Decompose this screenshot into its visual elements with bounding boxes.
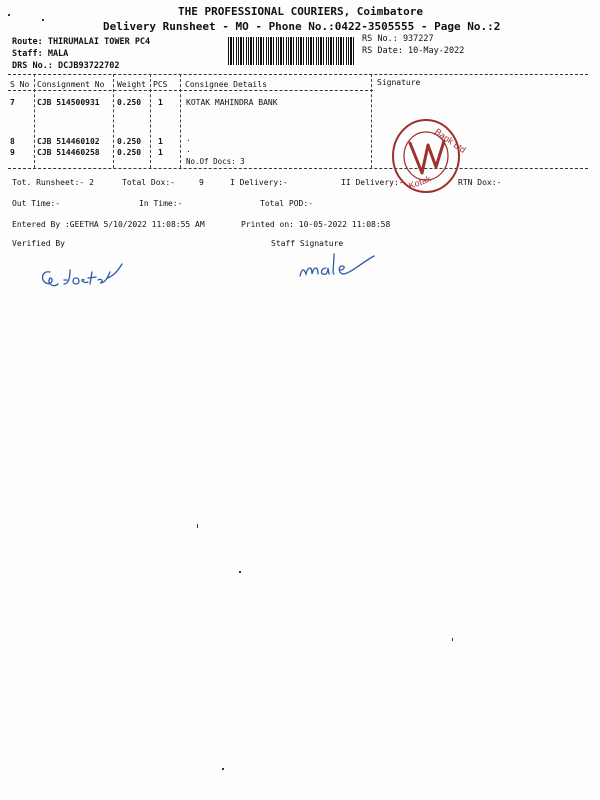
- col-header-weight: Weight: [117, 80, 146, 89]
- col-divider: [371, 74, 372, 168]
- scan-speck: [8, 14, 10, 16]
- rs-date: RS Date: 10-May-2022: [362, 46, 465, 56]
- col-header-pcs: PCS: [153, 80, 168, 89]
- printed-on: Printed on: 10-05-2022 11:08:58: [241, 220, 391, 229]
- row-weight: 0.250: [117, 98, 142, 107]
- scan-speck: [239, 571, 241, 573]
- row-sno: 9: [10, 148, 15, 157]
- row-weight: 0.250: [117, 148, 142, 157]
- out-time-label: Out Time:-: [12, 199, 61, 208]
- row-sno: 8: [10, 137, 15, 146]
- staff-signature: [296, 246, 380, 282]
- col-header-consignment: Consignment No: [37, 80, 105, 89]
- staff-signature-label: Staff Signature: [271, 239, 344, 248]
- row-consignee: .: [186, 145, 191, 154]
- row-consignment: CJB 514500931: [37, 98, 100, 107]
- row-consignment: CJB 514460102: [37, 137, 100, 146]
- scan-speck: [452, 638, 453, 641]
- row-consignment: CJB 514460258: [37, 148, 100, 157]
- col-divider: [113, 74, 114, 168]
- row-consignee: .: [186, 134, 191, 143]
- scan-speck: [42, 19, 44, 21]
- row-pcs: 1: [158, 137, 163, 146]
- row-pcs: 1: [158, 98, 163, 107]
- rs-number: RS No.: 937227: [362, 34, 434, 44]
- col-divider: [34, 74, 35, 168]
- stamp-text-top: Bank Ltd: [432, 126, 468, 156]
- col-divider: [150, 74, 151, 168]
- total-dox-value: 9: [199, 178, 204, 187]
- in-time-label: In Time:-: [139, 199, 183, 208]
- row-weight: 0.250: [117, 137, 142, 146]
- runsheet-title: Delivery Runsheet - MO - Phone No.:0422-3505555 - Page No.:2: [103, 20, 501, 33]
- table-rule-top: [8, 74, 588, 75]
- table-rule-header: [8, 90, 373, 91]
- col-header-sno: S No: [10, 80, 30, 89]
- ii-delivery-label: II Delivery:-: [341, 178, 404, 187]
- drs-number: DRS No.: DCJB93722702: [12, 61, 120, 71]
- tot-runsheet: Tot. Runsheet:- 2: [12, 178, 94, 187]
- col-divider: [180, 74, 181, 168]
- entered-by: Entered By :GEETHA 5/10/2022 11:08:55 AM: [12, 220, 205, 229]
- barcode-image: [228, 37, 356, 65]
- col-header-signature: Signature: [377, 78, 421, 87]
- route-label: Route: THIRUMALAI TOWER PC4: [12, 37, 151, 47]
- stamp-text-bottom: Kotak: [407, 173, 433, 191]
- company-title: THE PROFESSIONAL COURIERS, Coimbatore: [178, 5, 424, 18]
- table-rule-bottom: [8, 168, 588, 169]
- staff-label: Staff: MALA: [12, 49, 69, 59]
- row-sno: 7: [10, 98, 15, 107]
- total-dox-label: Total Dox:-: [122, 178, 175, 187]
- verified-by-label: Verified By: [12, 239, 65, 248]
- verifier-signature: [36, 250, 136, 292]
- rtn-dox-label: RTN Dox:-: [458, 178, 502, 187]
- scan-speck: [222, 768, 224, 770]
- scan-speck: [197, 524, 198, 528]
- row-consignee: KOTAK MAHINDRA BANK: [186, 98, 278, 107]
- row-pcs: 1: [158, 148, 163, 157]
- total-pod-label: Total POD:-: [260, 199, 313, 208]
- i-delivery-label: I Delivery:-: [230, 178, 288, 187]
- no-of-docs: No.Of Docs: 3: [186, 157, 245, 166]
- col-header-consignee: Consignee Details: [185, 80, 267, 89]
